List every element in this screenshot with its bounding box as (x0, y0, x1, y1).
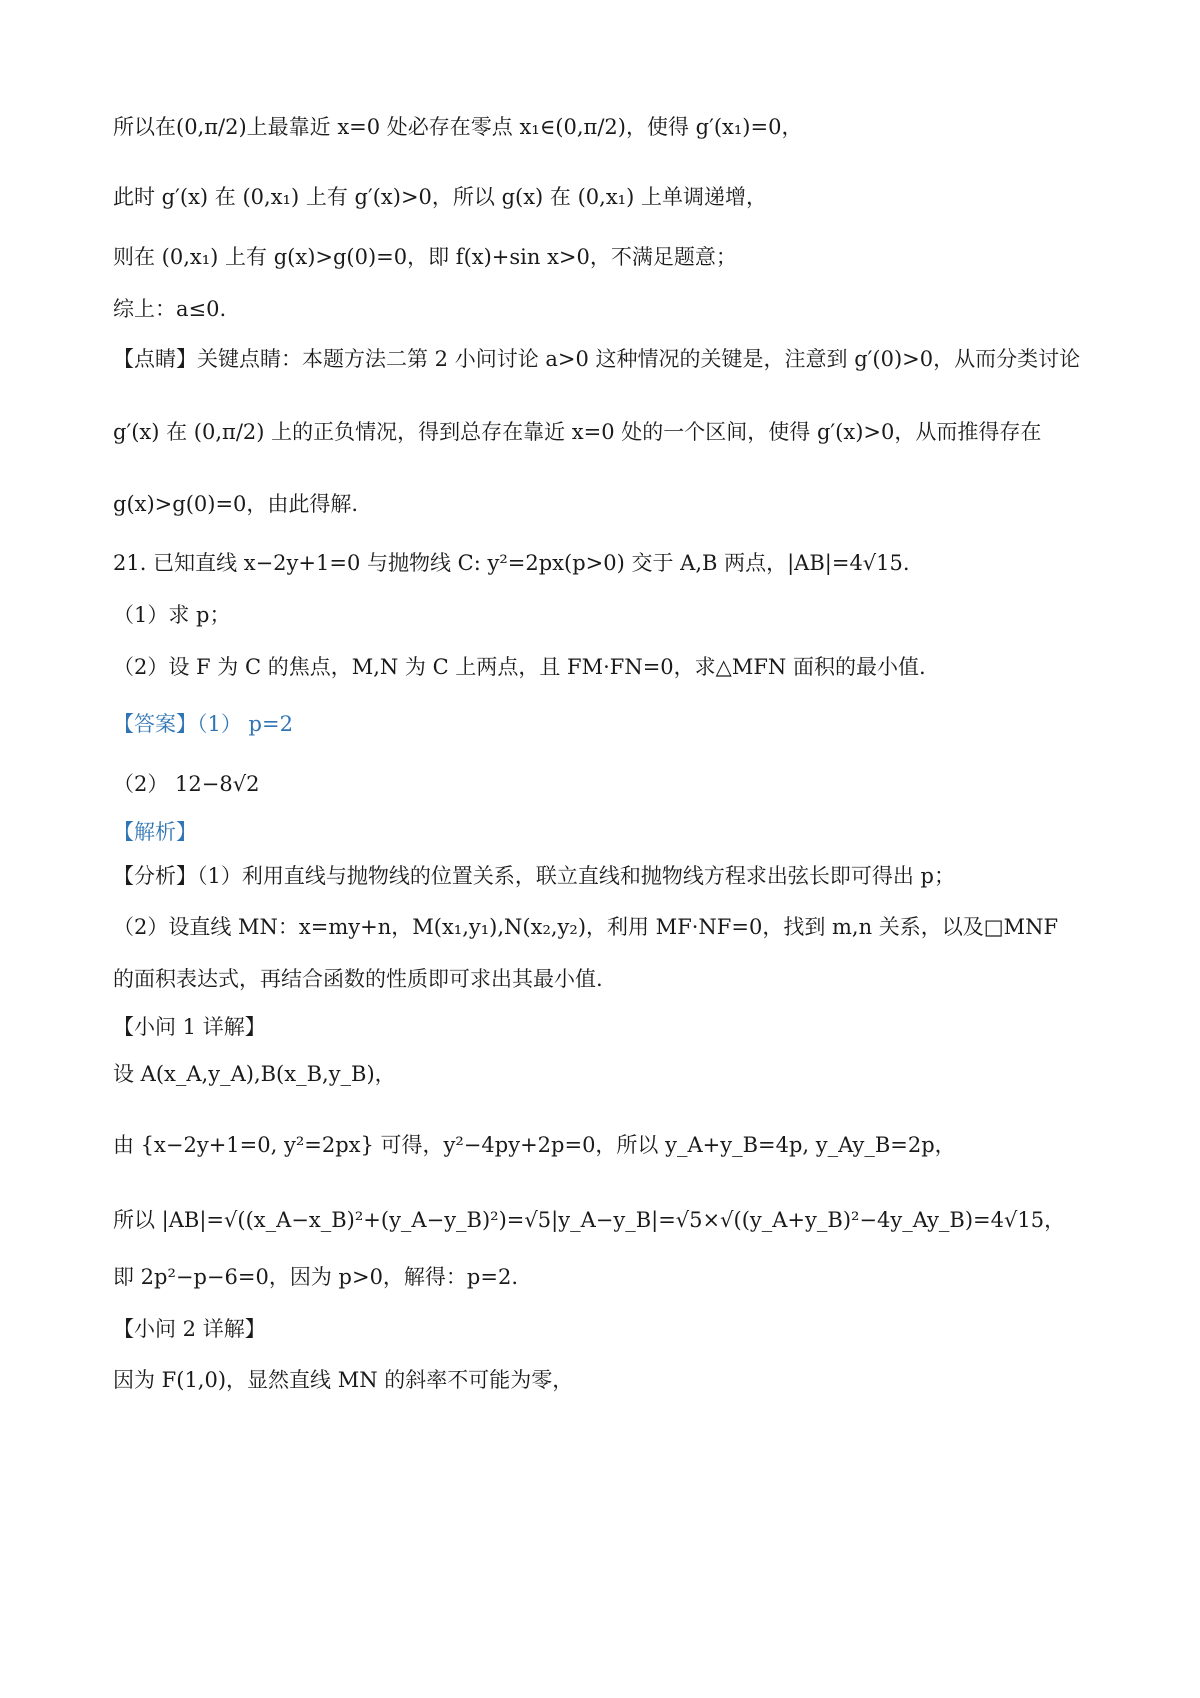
answer-part-2: （2） 12−8√2 (113, 772, 260, 796)
text-line: 此时 g′(x) 在 (0,x₁) 上有 g′(x)>0，所以 g(x) 在 (0,x₁) 上单调递增， (113, 185, 767, 209)
text-line: 的面积表达式，再结合函数的性质即可求出其最小值. (113, 967, 603, 991)
section-heading: 【小问 2 详解】 (113, 1317, 266, 1341)
analysis-heading: 【解析】 (113, 820, 197, 844)
answer-heading: 【答案】（1） p=2 (113, 712, 293, 736)
text-line: 【点睛】关键点睛：本题方法二第 2 小问讨论 a>0 这种情况的关键是，注意到 g′(0)>0，从而分类讨论 (113, 347, 1081, 371)
text-line: （2）设直线 MN：x=my+n，M(x₁,y₁),N(x₂,y₂)，利用 MF·NF=0，找到 m,n 关系，以及□MNF (113, 915, 1059, 939)
text-line: 所以在(0,π/2)上最靠近 x=0 处必存在零点 x₁∈(0,π/2)，使得 g′(x₁)=0， (113, 115, 803, 139)
text-line: 因为 F(1,0)，显然直线 MN 的斜率不可能为零， (113, 1368, 574, 1392)
text-line: 综上：a≤0. (113, 297, 227, 321)
question-21-stem: 21. 已知直线 x−2y+1=0 与抛物线 C: y²=2px(p>0) 交于 A,B 两点，|AB|=4√15. (113, 551, 910, 575)
section-heading: 【小问 1 详解】 (113, 1015, 266, 1039)
text-line: 设 A(x_A,y_A),B(x_B,y_B)， (113, 1062, 396, 1086)
text-line: 则在 (0,x₁) 上有 g(x)>g(0)=0，即 f(x)+sin x>0，不满足题意； (113, 245, 737, 269)
text-line: 由 {x−2y+1=0, y²=2px} 可得，y²−4py+2p=0，所以 y_A+y_B=4p, y_Ay_B=2p， (113, 1133, 956, 1157)
question-21-part-2: （2）设 F 为 C 的焦点，M,N 为 C 上两点，且 FM·FN=0，求△MFN 面积的最小值. (113, 655, 926, 679)
question-21-part-1: （1）求 p； (113, 603, 231, 627)
text-line: 所以 |AB|=√((x_A−x_B)²+(y_A−y_B)²)=√5|y_A−y_B|=√5×√((y_A+y_B)²−4y_Ay_B)=4√15， (113, 1208, 1066, 1232)
text-line: g′(x) 在 (0,π/2) 上的正负情况，得到总存在靠近 x=0 处的一个区间，使得 g′(x)>0，从而推得存在 (113, 420, 1042, 444)
text-line: 即 2p²−p−6=0，因为 p>0，解得：p=2. (113, 1265, 518, 1289)
text-line: 【分析】（1）利用直线与抛物线的位置关系，联立直线和抛物线方程求出弦长即可得出 p； (113, 864, 955, 888)
text-line: g(x)>g(0)=0，由此得解. (113, 492, 359, 516)
